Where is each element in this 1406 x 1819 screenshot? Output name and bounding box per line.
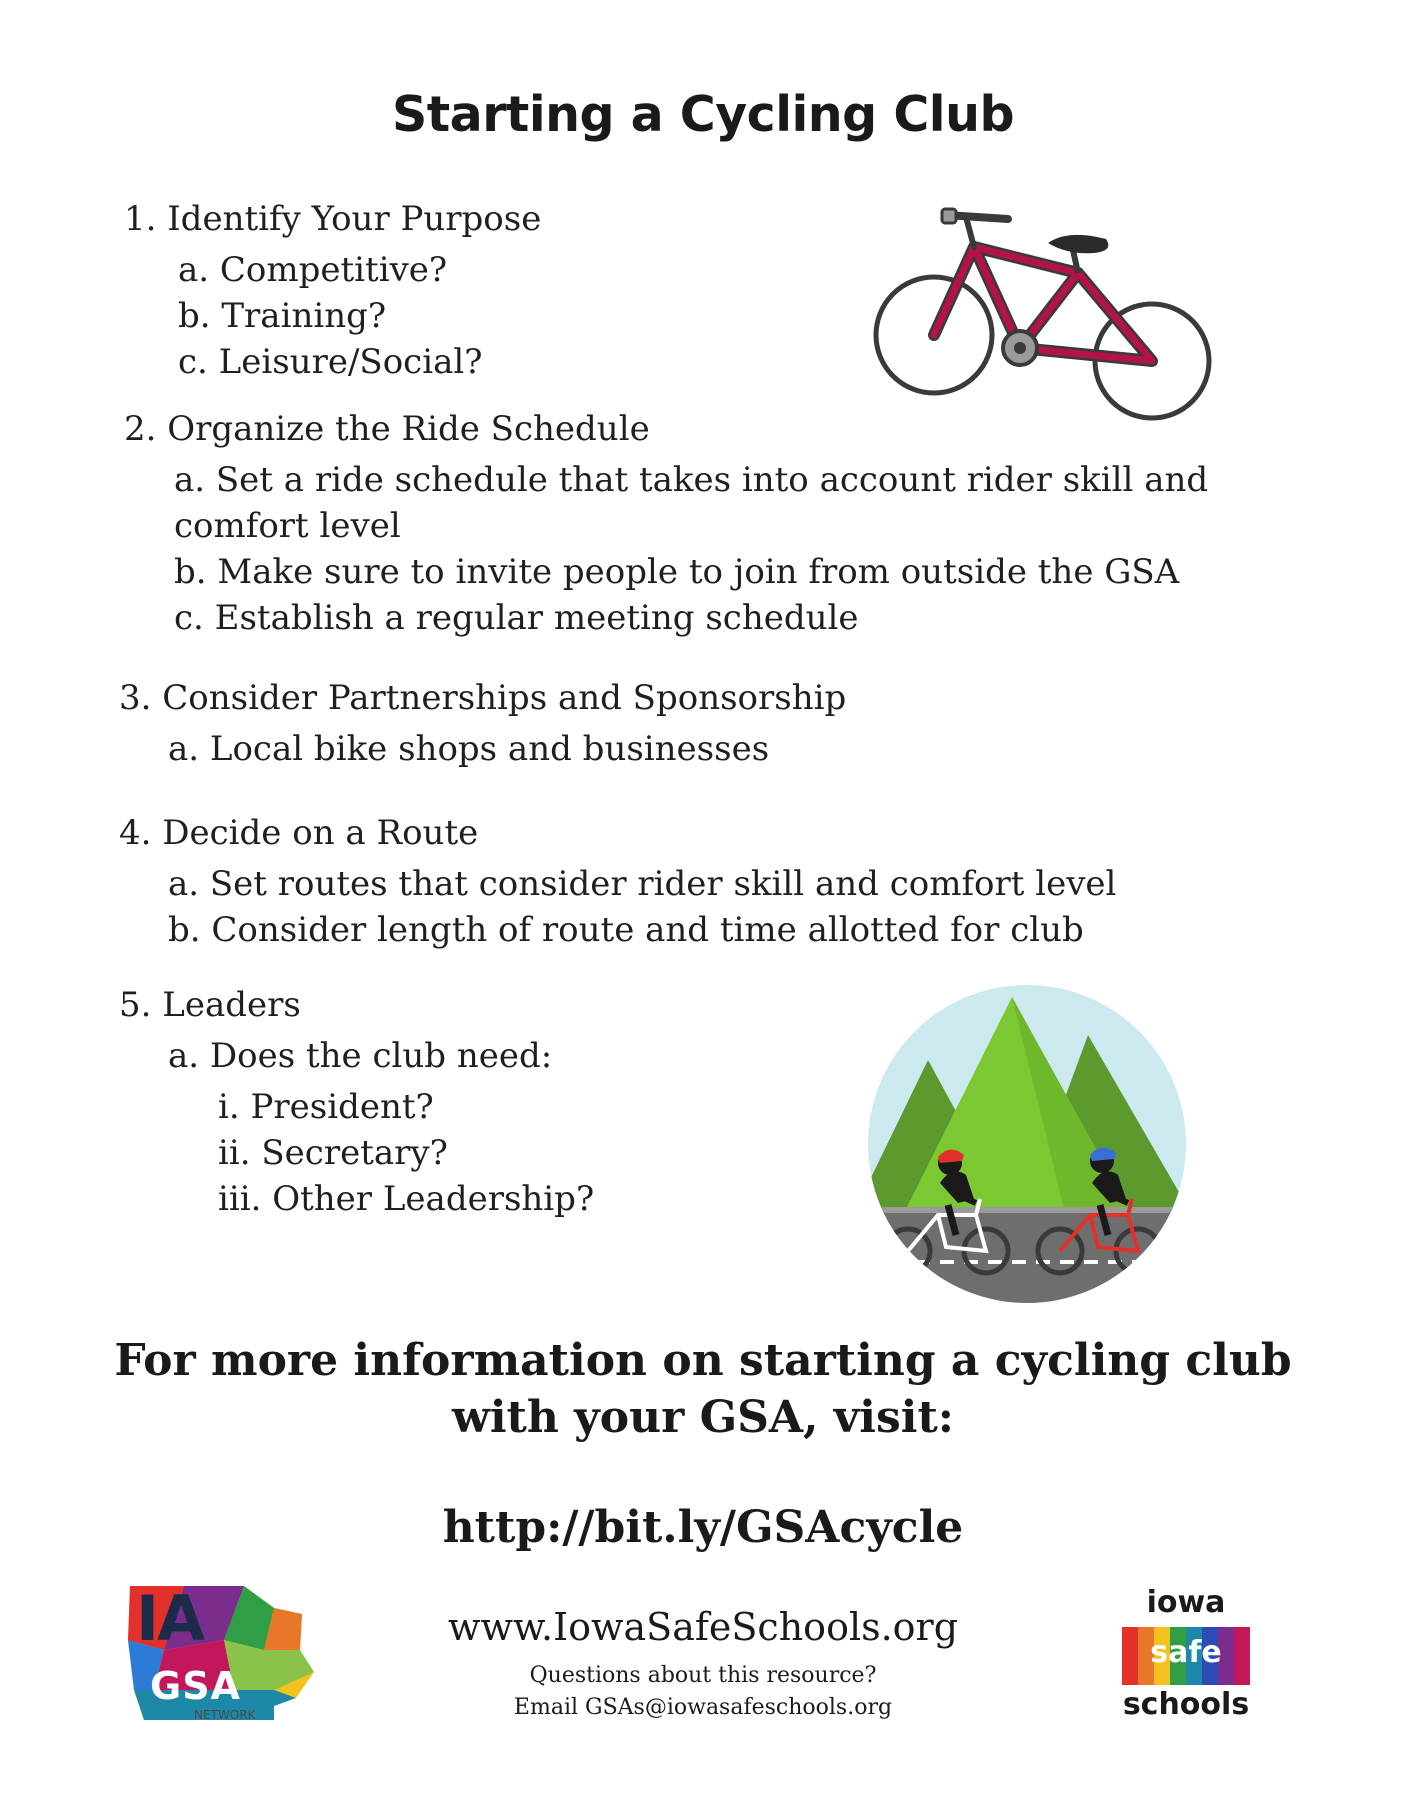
- section-4-heading: 4. Decide on a Route: [119, 813, 479, 853]
- section-2-heading: 2. Organize the Ride Schedule: [124, 409, 650, 449]
- more-info-text: [0, 1332, 1406, 1446]
- section-2-item-c: c. Establish a regular meeting schedule: [174, 598, 859, 638]
- section-1-item-c: c. Leisure/Social?: [178, 342, 483, 382]
- more-info-line-1: For more information on starting a cycling club: [114, 1335, 1292, 1386]
- section-2-item-a-cont: comfort level: [174, 506, 401, 546]
- section-5-subitem-iii: iii. Other Leadership?: [218, 1179, 595, 1219]
- website-link[interactable]: www.IowaSafeSchools.org: [447, 1605, 959, 1649]
- section-5-item-a: a. Does the club need:: [168, 1036, 553, 1076]
- section-3-heading: 3. Consider Partnerships and Sponsorship: [119, 678, 847, 718]
- logo-gsa-word: GSA: [150, 1664, 241, 1708]
- section-5-heading: 5. Leaders: [119, 985, 301, 1025]
- logo-iowa-word: iowa: [1146, 1585, 1226, 1620]
- section-2-item-b: b. Make sure to invite people to join from outside the GSA: [174, 552, 1180, 592]
- cyclists-mountains-illustration: [868, 985, 1186, 1303]
- email-text[interactable]: Email GSAs@iowasafeschools.org: [513, 1695, 893, 1720]
- section-1-item-b: b. Training?: [178, 296, 387, 336]
- page-title: Starting a Cycling Club: [391, 86, 1015, 143]
- section-4-item-b: b. Consider length of route and time allotted for club: [168, 910, 1084, 950]
- more-info-line-2: with your GSA, visit:: [451, 1392, 955, 1443]
- iowa-safe-schools-logo: [1116, 1585, 1256, 1725]
- section-1-item-a: a. Competitive?: [178, 250, 448, 290]
- logo-ia-letters: IA: [136, 1582, 204, 1655]
- section-3-item-a: a. Local bike shops and businesses: [168, 729, 770, 769]
- section-4-item-a: a. Set routes that consider rider skill and comfort level: [168, 864, 1117, 904]
- cycle-link[interactable]: http://bit.ly/GSAcycle: [442, 1502, 964, 1553]
- logo-safe-word: safe: [1150, 1635, 1222, 1670]
- logo-schools-word: schools: [1122, 1687, 1250, 1722]
- ia-gsa-network-logo: [124, 1580, 324, 1730]
- bicycle-icon: [868, 205, 1218, 435]
- logo-network-word: NETWORK: [194, 1708, 256, 1722]
- section-heading: 1. Identify Your Purpose: [124, 199, 542, 239]
- section-5-subitem-i: i. President?: [218, 1087, 434, 1127]
- section-1: [124, 196, 541, 242]
- questions-text: Questions about this resource?: [529, 1663, 877, 1688]
- section-5-subitem-ii: ii. Secretary?: [218, 1133, 448, 1173]
- section-2-item-a: a. Set a ride schedule that takes into account rider skill and: [174, 460, 1209, 500]
